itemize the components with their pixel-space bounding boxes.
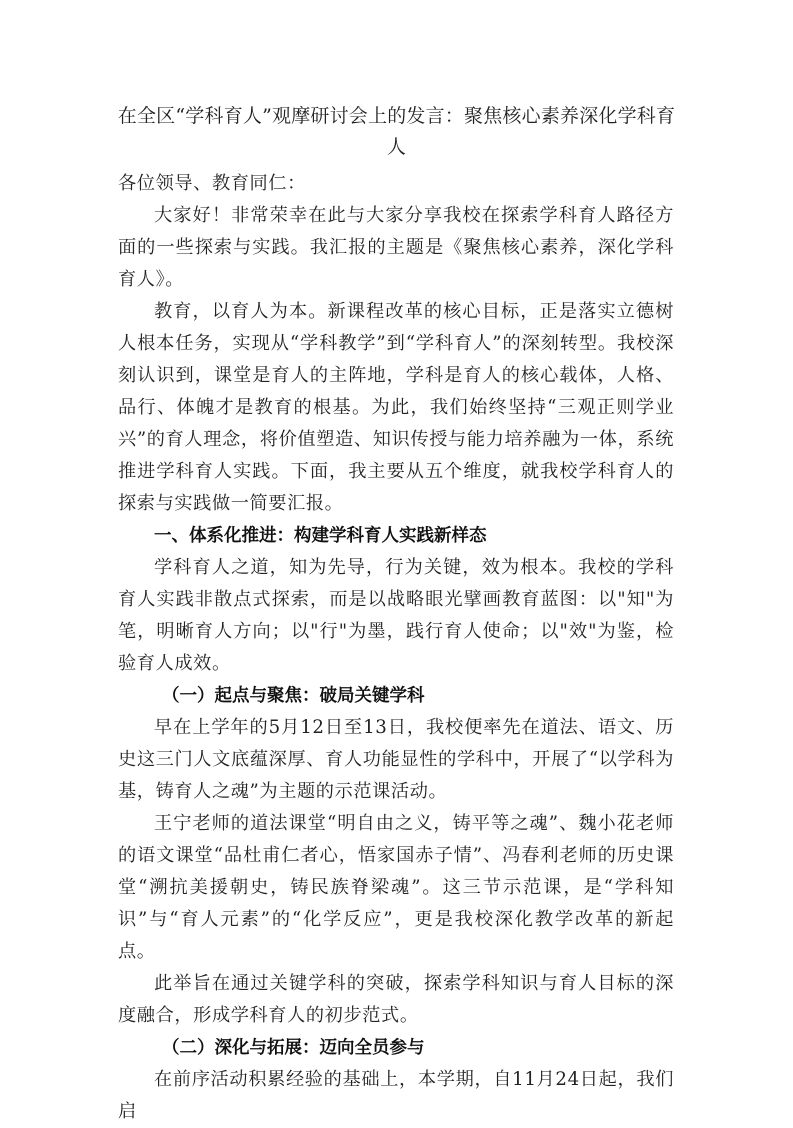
document-body xyxy=(118,168,674,1128)
paragraph: 早在上学年的5月12日至13日，我校便率先在道法、语文、历史这三门人文底蕴深厚、育人功能显性的学科中，开展了“以学科为基，铸育人之魂”为主题的示范课活动。 xyxy=(118,717,674,802)
section-heading-1: 一、体系化推进：构建学科育人实践新样态 xyxy=(154,526,487,546)
paragraph: 王宁老师的道法课堂“明自由之义，铸平等之魂”、魏小花老师的语文课堂“品杜甫仁者心，悟家国赤子情”、冯春利老师的历史课堂“溯抗美援朝史，铸民族脊梁魂”。这三节示范课，是“学科知识”与“育人元素”的“化学反应”，更是我校深化教学改革的新起点。 xyxy=(118,813,674,962)
subsection-heading-1: （一）起点与聚焦：破局关键学科 xyxy=(162,686,425,706)
paragraph: 在前序活动积累经验的基础上，本学期，自11月24日起，我们启 xyxy=(118,1069,674,1122)
document-title: 在全区“学科育人”观摩研讨会上的发言：聚焦核心素养深化学科育人 xyxy=(117,105,676,158)
paragraph: 此举旨在通过关键学科的突破，探索学科知识与育人目标的深度融合，形成学科育人的初步范式。 xyxy=(118,973,674,1026)
subsection-heading-2: （二）深化与拓展：迈向全员参与 xyxy=(162,1038,425,1058)
section-1-intro: 学科育人之道，知为先导，行为关键，效为根本。我校的学科育人实践非散点式探索，而是以战略眼光擘画教育蓝图：以"知"为笔，明晰育人方向；以"行"为墨，践行育人使命；以"效"为鉴，检验育人成效。 xyxy=(118,557,674,674)
salutation: 各位领导、教育同仁： xyxy=(118,173,306,194)
paragraph-greeting: 大家好！非常荣幸在此与大家分享我校在探索学科育人路径方面的一些探索与实践。我汇报的主题是《聚焦核心素养，深化学科育人》。 xyxy=(118,205,674,290)
paragraph-intro: 教育，以育人为本。新课程改革的核心目标，正是落实立德树人根本任务，实现从“学科教学”到“学科育人”的深刻转型。我校深刻认识到，课堂是育人的主阵地，学科是育人的核心载体，人格、品行、体魄才是教育的根基。为此，我们始终坚持“三观正则学业兴”的育人理念，将价值塑造、知识传授与能力培养融为一体，系统推进学科育人实践。下面，我主要从五个维度，就我校学科育人的探索与实践做一简要汇报。 xyxy=(118,301,674,514)
